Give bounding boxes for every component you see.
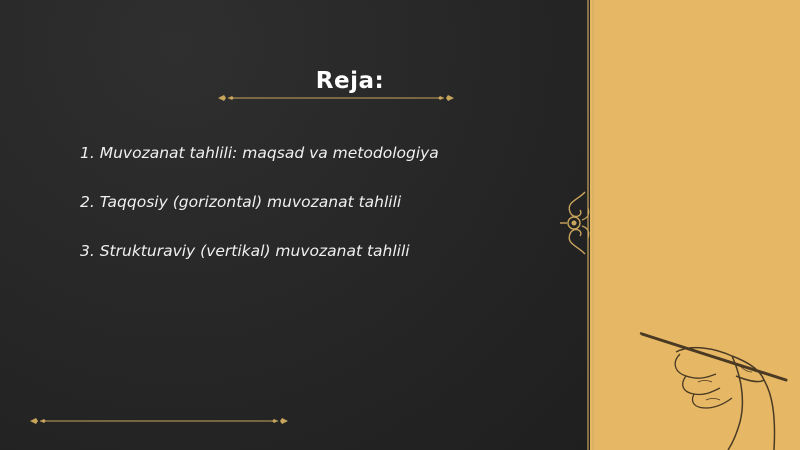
scroll-flourish-icon xyxy=(558,190,594,256)
agenda-item: 1. Muvozanat tahlili: maqsad va metodologiya xyxy=(80,144,439,162)
agenda-item: 3. Strukturaviy (vertikal) muvozanat tahlili xyxy=(80,242,410,260)
hand-holding-pen-icon xyxy=(636,322,800,450)
agenda-item: 2. Taqqosiy (gorizontal) muvozanat tahlili xyxy=(80,193,402,211)
slide-title: Reja: xyxy=(315,68,385,94)
agenda-list xyxy=(80,143,439,290)
title-divider-icon xyxy=(216,92,456,104)
bottom-divider-icon xyxy=(28,415,290,427)
